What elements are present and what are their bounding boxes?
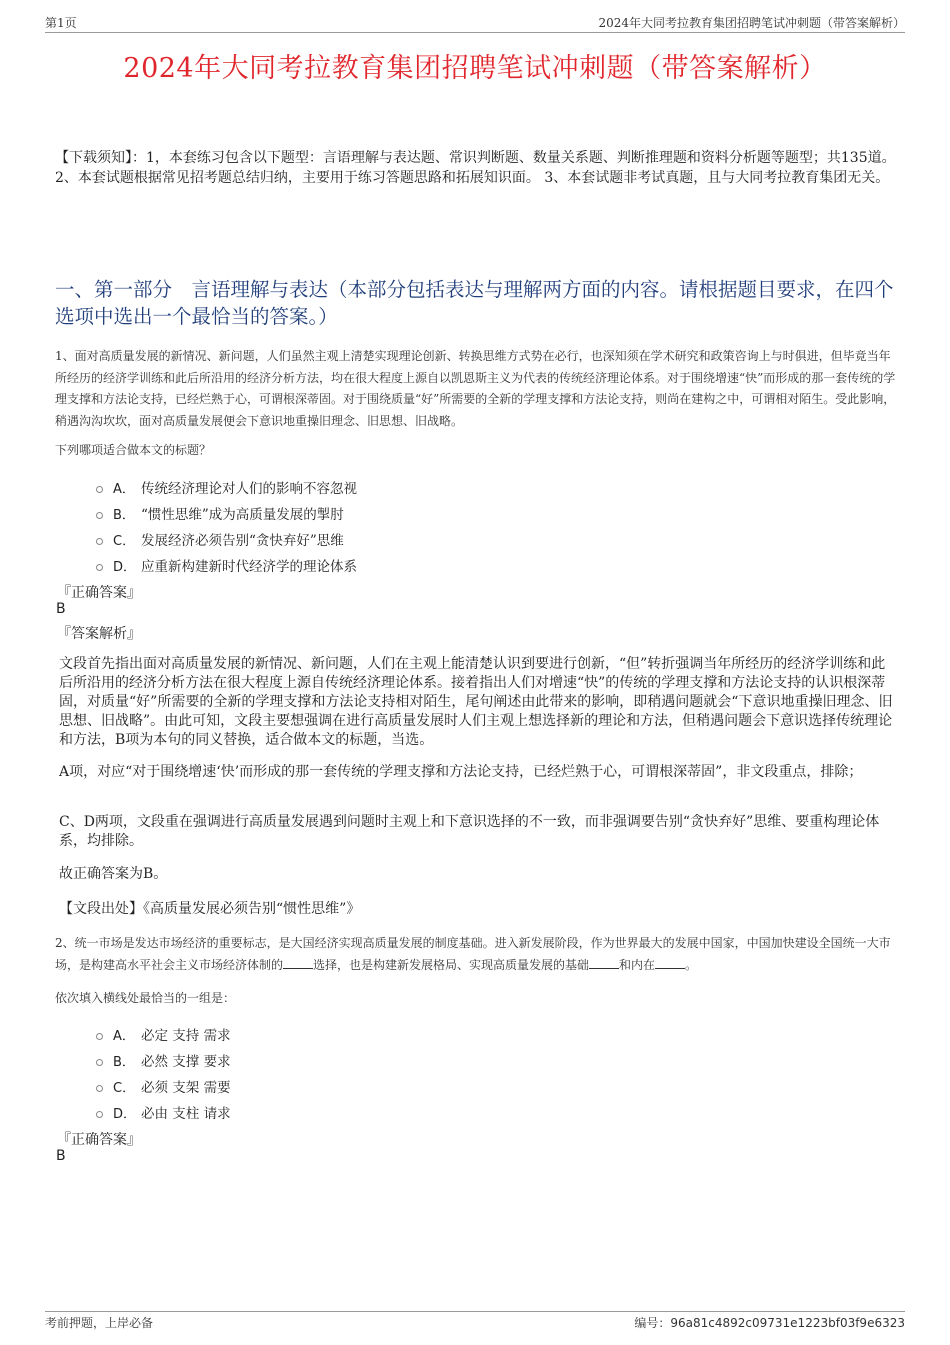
question-2-option-c[interactable] — [96, 1076, 231, 1096]
question-1-option-a[interactable] — [96, 477, 357, 497]
footer-divider — [45, 1311, 905, 1312]
question-2-answer-label: 『正确答案』 — [57, 1132, 141, 1148]
question-2-text-part: 。 — [685, 957, 698, 972]
option-letter: A． — [113, 1028, 135, 1044]
question-2-prompt: 依次填入横线处最恰当的一组是： — [55, 991, 236, 1005]
footer-code — [634, 1314, 905, 1331]
option-text: 必定 支持 需求 — [141, 1028, 231, 1044]
question-2-option-a[interactable] — [96, 1024, 231, 1044]
option-letter: C． — [113, 1080, 136, 1096]
header-doc-title: 2024年大同考拉教育集团招聘笔试冲刺题（带答案解析） — [598, 16, 905, 30]
section-heading: 一、第一部分 言语理解与表达（本部分包括表达与理解两方面的内容。请根据题目要求，在四个选项中选出一个最恰当的答案。） — [55, 278, 894, 328]
option-text: 应重新构建新时代经济学的理论体系 — [141, 559, 357, 575]
option-text: “惯性思维”成为高质量发展的掣肘 — [141, 507, 344, 523]
question-2-text-part: 和内在 — [619, 957, 656, 972]
question-1-analysis-paragraph: A项，对应“对于围绕增速‘快’而形成的那一套传统的学理支撑和方法论支持，已经烂熟于心，可谓根深蒂固”，非文段重点，排除； — [59, 764, 863, 780]
radio-icon[interactable] — [96, 1033, 103, 1040]
radio-icon[interactable] — [96, 1085, 103, 1092]
question-2-option-b[interactable] — [96, 1050, 231, 1070]
page-title: 2024年大同考拉教育集团招聘笔试冲刺题（带答案解析） — [123, 53, 827, 84]
question-1-prompt: 下列哪项适合做本文的标题？ — [55, 443, 212, 457]
fill-blank[interactable] — [655, 956, 685, 969]
option-letter: D． — [113, 559, 137, 575]
download-notice: 【下载须知】：1，本套练习包含以下题型：言语理解与表达题、常识判断题、数量关系题、判断推理题和资料分析题等题型；共135道。 2、本套试题根据常见招考题总结归纳，主要用于练习答题思路和拓展知识面。 3、本套试题非考试真题，且与大同考拉教育集团无关。 — [55, 150, 896, 186]
question-1-text: 1、面对高质量发展的新情况、新问题，人们虽然主观上清楚实现理论创新、转换思维方式势在必行，也深知须在学术研究和政策咨询上与时俱进，但毕竟当年所经历的经济学训练和此后所沿用的经济分析方法，均在很大程度上源自以凯恩斯主义为代表的传统经济理论体系。对于围绕增速“快”而形成的那一套传统的学理支撑和方法论支持，已经烂熟于心，可谓根深蒂固。对于围绕质量“好”所需要的全新的学理支撑和方法论支持，则尚在建构之中，可谓相对陌生。受此影响，稍遇沟沟坎坎，面对高质量发展便会下意识地重操旧理念、旧思想、旧战略。 — [55, 349, 896, 428]
question-2-text-part: 2、统一市场是发达市场经济的重要标志，是大国经济实现高质量发展的制度基础。进入新发展阶段，作为世界最大的发展中国家，中国加快建设全国统一大市场，是构建高水平社会主义市场经济体制的 — [55, 936, 891, 972]
footer-slogan: 考前押题，上岸必备 — [45, 1316, 154, 1330]
option-text: 必须 支架 需要 — [141, 1080, 231, 1096]
question-1-analysis-paragraph: 文段首先指出面对高质量发展的新情况、新问题，人们在主观上能清楚认识到要进行创新，“但”转折强调当年所经历的经济学训练和此后所沿用的经济分析方法在很大程度上源自传统经济理论体系。接着指出人们对增速“快”的传统的学理支撑和方法论支持的认识根深蒂固，对质量“好”所需要的全新的学理支撑和方法论支持相对陌生，尾句阐述由此带来的影响，即稍遇问题就会“下意识地重操旧理念、旧思想、旧战略”。由此可知，文段主要想强调在进行高质量发展时人们主观上想选择新的理论和方法，但稍遇问题会下意识选择传统理论和方法，B项为本句的同义替换，适合做本文的标题，当选。 — [59, 656, 893, 748]
question-1-source: 【文段出处】《高质量发展必须告别“惯性思维”》 — [59, 901, 361, 917]
option-text: 发展经济必须告别“贪快弃好”思维 — [141, 533, 344, 549]
option-letter: D． — [113, 1106, 137, 1122]
fill-blank[interactable] — [283, 956, 313, 969]
question-1-analysis-label: 『答案解析』 — [57, 626, 141, 642]
radio-icon[interactable] — [96, 1059, 103, 1066]
radio-icon[interactable] — [96, 564, 103, 571]
question-2-text — [55, 933, 900, 976]
option-letter: B． — [113, 507, 135, 523]
option-letter: B． — [113, 1054, 135, 1070]
page-number: 第1页 — [45, 16, 77, 30]
question-1-option-b[interactable] — [96, 503, 344, 523]
option-letter: C． — [113, 533, 136, 549]
option-text: 必然 支撑 要求 — [141, 1054, 231, 1070]
question-2-text-part: 选择，也是构建新发展格局、实现高质量发展的基础 — [313, 957, 590, 972]
option-letter: A． — [113, 481, 135, 497]
fill-blank[interactable] — [589, 956, 619, 969]
header-divider — [45, 32, 905, 33]
question-1-option-d[interactable] — [96, 555, 357, 575]
question-1-answer-label: 『正确答案』 — [57, 585, 141, 601]
option-text: 传统经济理论对人们的影响不容忽视 — [141, 481, 357, 497]
question-1-option-c[interactable] — [96, 529, 344, 549]
question-1-analysis-conclusion: 故正确答案为B。 — [59, 866, 168, 882]
option-text: 必由 支柱 请求 — [141, 1106, 231, 1122]
radio-icon[interactable] — [96, 512, 103, 519]
question-1-analysis-paragraph: C、D两项，文段重在强调进行高质量发展遇到问题时主观上和下意识选择的不一致，而非强调要告别“贪快弃好”思维、要重构理论体系，均排除。 — [59, 814, 880, 849]
radio-icon[interactable] — [96, 1111, 103, 1118]
question-2-option-d[interactable] — [96, 1102, 231, 1122]
question-1-answer: B — [56, 601, 66, 617]
footer-code-value: 96a81c4892c09731e1223bf03f9e6323 — [670, 1316, 905, 1330]
radio-icon[interactable] — [96, 538, 103, 545]
radio-icon[interactable] — [96, 486, 103, 493]
footer-code-label: 编号： — [634, 1316, 671, 1330]
question-2-answer: B — [56, 1148, 66, 1164]
